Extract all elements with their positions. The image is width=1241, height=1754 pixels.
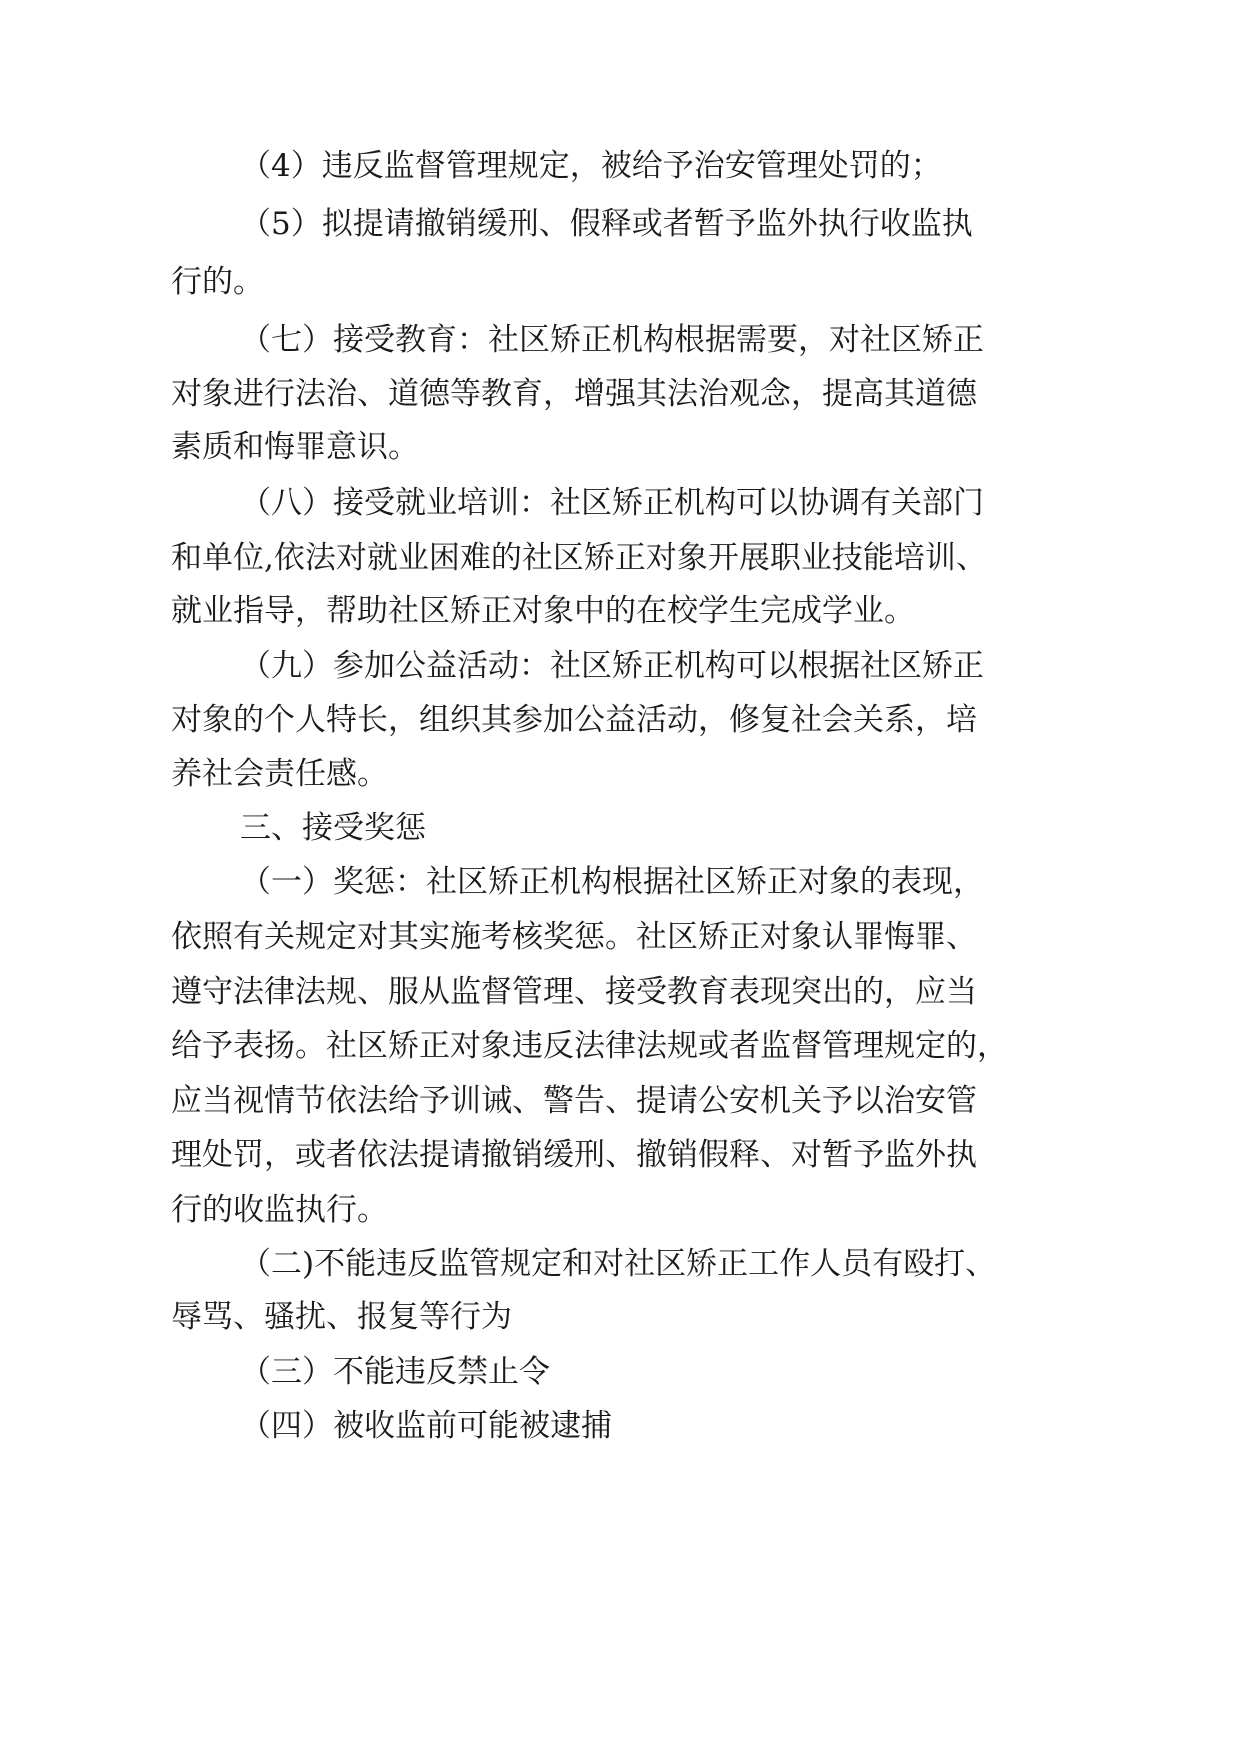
text-line: （二)不能违反监管规定和对社区矫正工作人员有殴打、 (240, 1246, 997, 1282)
text-line: 行的收监执行。 (171, 1192, 388, 1228)
text-line: 应当视情节依法给予训诫、警告、提请公安机关予以治安管 (171, 1083, 977, 1119)
section-heading: 三、接受奖惩 (240, 810, 426, 846)
text-line: 素质和悔罪意识。 (171, 429, 419, 465)
text-line: 辱骂、骚扰、报复等行为 (171, 1299, 512, 1335)
text-line: 和单位,依法对就业困难的社区矫正对象开展职业技能培训、 (171, 540, 987, 576)
text-line: （三）不能违反禁止令 (240, 1354, 550, 1390)
text-line: 给予表扬。社区矫正对象违反法律法规或者监督管理规定的， (171, 1028, 1008, 1064)
text-line: 对象进行法治、道德等教育，增强其法治观念，提高其道德 (171, 376, 977, 412)
text-line: （四）被收监前可能被逮捕 (240, 1408, 612, 1444)
text-line: 依照有关规定对其实施考核奖惩。社区矫正对象认罪悔罪、 (171, 919, 977, 955)
text-line: 养社会责任感。 (171, 756, 388, 792)
text-line: （4）违反监督管理规定，被给予治安管理处罚的； (240, 148, 942, 184)
text-line: 遵守法律法规、服从监督管理、接受教育表现突出的，应当 (171, 974, 977, 1010)
text-line: （八）接受就业培训：社区矫正机构可以协调有关部门 (240, 485, 984, 521)
text-line: （一）奖惩：社区矫正机构根据社区矫正对象的表现， (240, 864, 984, 900)
text-line: 行的。 (171, 264, 264, 300)
text-line: （5）拟提请撤销缓刑、假释或者暂予监外执行收监执 (240, 206, 973, 242)
text-line: 对象的个人特长，组织其参加公益活动，修复社会关系，培 (171, 702, 977, 738)
text-line: （九）参加公益活动：社区矫正机构可以根据社区矫正 (240, 648, 984, 684)
text-line: 理处罚，或者依法提请撤销缓刑、撤销假释、对暂予监外执 (171, 1137, 977, 1173)
text-line: 就业指导，帮助社区矫正对象中的在校学生完成学业。 (171, 593, 915, 629)
text-line: （七）接受教育：社区矫正机构根据需要，对社区矫正 (240, 322, 984, 358)
